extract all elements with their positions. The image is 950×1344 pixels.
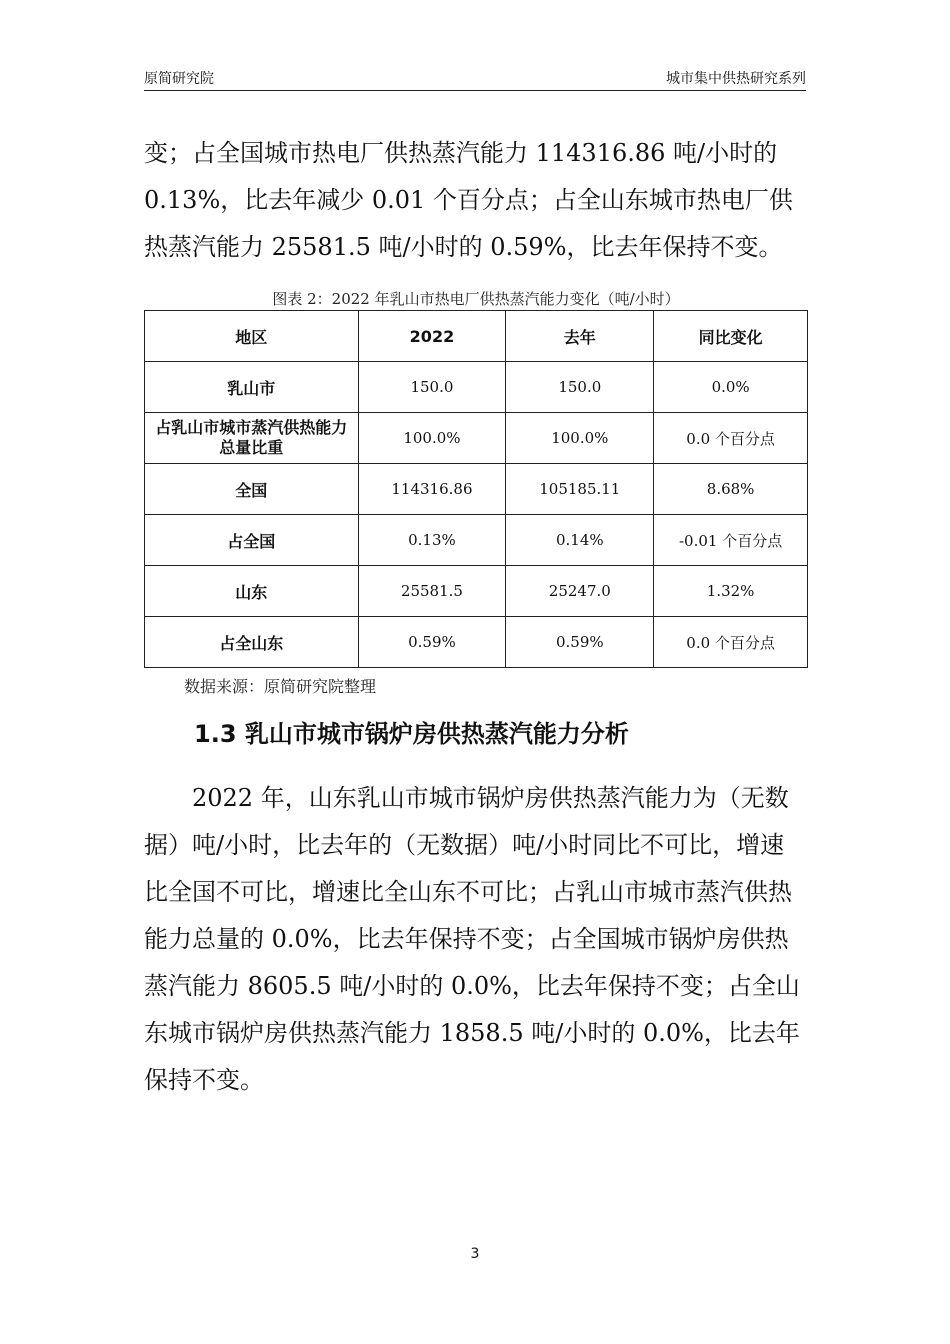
- column-header-region: 地区: [145, 311, 359, 362]
- header-series: 城市集中供热研究系列: [666, 71, 806, 87]
- cell-change: 1.32%: [654, 566, 808, 617]
- cell-last-year: 150.0: [506, 362, 654, 413]
- paragraph-thermal-plant: 变；占全国城市热电厂供热蒸汽能力 114316.86 吨/小时的 0.13%，比去年减少 0.01 个百分点；占全山东城市热电厂供热蒸汽能力 25581.5 吨/小时的 0.59%，比去年保持不变。: [144, 139, 793, 261]
- header-org: 原简研究院: [144, 71, 214, 87]
- data-source-note: 数据来源：原简研究院整理: [184, 677, 377, 696]
- cell-change: 0.0 个百分点: [654, 617, 808, 668]
- cell-change: 0.0%: [654, 362, 808, 413]
- cell-2022: 150.0: [358, 362, 506, 413]
- paragraph-boiler-room: 2022 年，山东乳山市城市锅炉房供热蒸汽能力为（无数据）吨/小时，比去年的（无数据）吨/小时同比不可比，增速比全国不可比，增速比全山东不可比；占乳山市城市蒸汽供热能力总量的 0.0%，比去年保持不变；占全国城市锅炉房供热蒸汽能力 8605.5 吨/小时的 0.0%，比去年保持不变；占全山东城市锅炉房供热蒸汽能力 1858.5 吨/小时的 0.0%，比去年保持不变。: [144, 784, 800, 1094]
- cell-change: -0.01 个百分点: [654, 515, 808, 566]
- steam-capacity-table: [144, 310, 808, 668]
- column-header-last-year: 去年: [506, 311, 654, 362]
- section-heading: 1.3 乳山市城市锅炉房供热蒸汽能力分析: [194, 720, 629, 748]
- page-number: 3: [470, 1246, 480, 1262]
- table-header-row: [145, 311, 808, 362]
- cell-last-year: 25247.0: [506, 566, 654, 617]
- row-label: 全国: [145, 464, 359, 515]
- column-header-2022: 2022: [358, 311, 506, 362]
- table-row: [145, 566, 808, 617]
- row-label: 占全国: [145, 515, 359, 566]
- cell-change: 0.0 个百分点: [654, 413, 808, 464]
- row-label: 占乳山市城市蒸汽供热能力总量比重: [145, 413, 359, 464]
- cell-2022: 114316.86: [358, 464, 506, 515]
- cell-last-year: 105185.11: [506, 464, 654, 515]
- cell-change: 8.68%: [654, 464, 808, 515]
- row-label: 占全山东: [145, 617, 359, 668]
- cell-last-year: 0.59%: [506, 617, 654, 668]
- cell-last-year: 100.0%: [506, 413, 654, 464]
- cell-2022: 0.13%: [358, 515, 506, 566]
- cell-2022: 25581.5: [358, 566, 506, 617]
- table-row: [145, 464, 808, 515]
- cell-2022: 0.59%: [358, 617, 506, 668]
- row-label: 乳山市: [145, 362, 359, 413]
- table-row: [145, 515, 808, 566]
- table-caption: 图表 2：2022 年乳山市热电厂供热蒸汽能力变化（吨/小时）: [272, 290, 680, 308]
- table-row: [145, 362, 808, 413]
- row-label: 山东: [145, 566, 359, 617]
- column-header-yoy-change: 同比变化: [654, 311, 808, 362]
- table-row: [145, 617, 808, 668]
- cell-last-year: 0.14%: [506, 515, 654, 566]
- cell-2022: 100.0%: [358, 413, 506, 464]
- page-header: [144, 66, 806, 91]
- table-row: [145, 413, 808, 464]
